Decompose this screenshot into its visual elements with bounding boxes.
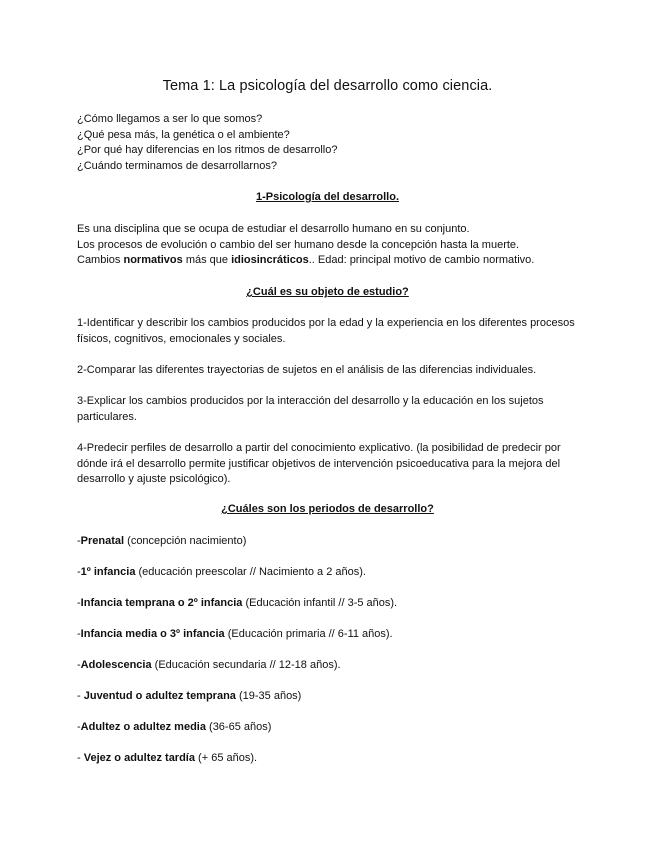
period-name: Vejez o adultez tardía [80, 752, 195, 764]
period-name: Adultez o adultez media [80, 721, 206, 733]
period-name: Prenatal [80, 535, 125, 547]
page-title: Tema 1: La psicología del desarrollo como ciencia. [162, 78, 493, 94]
objective-item: 4-Predecir perfiles de desarrollo a partir del conocimiento explicativo. (la posibilidad de predecir por dónde irá el desarrollo permite justificar objetivos de intervención psicoeducativa para la mejora del desarrollo y ajuste psicológico). [77, 442, 561, 485]
period-name: Infancia media o 3º infancia [80, 628, 225, 640]
period-detail: (+ 65 años). [195, 752, 258, 764]
section-heading-objeto: ¿Cuál es su objeto de estudio? [246, 286, 409, 298]
period-name: 1º infancia [80, 566, 136, 578]
section-heading-psicologia: 1-Psicología del desarrollo. [255, 191, 400, 203]
bold-term-normativos: normativos [123, 254, 183, 266]
objective-item: 3-Explicar los cambios producidos por la interacción del desarrollo y la educación en los sujetos particulares. [77, 395, 544, 423]
period-item: - Juventud o adultez temprana (19-35 años) [77, 690, 302, 702]
period-detail: (36-65 años) [205, 721, 272, 733]
text-fragment: .. Edad: principal motivo de cambio normativo. [308, 254, 535, 266]
definition-paragraph [77, 222, 582, 269]
question-item: ¿Cómo llegamos a ser lo que somos? [77, 113, 263, 125]
period-name: Juventud o adultez temprana [80, 690, 236, 702]
intro-questions [77, 112, 337, 174]
period-item: -Adultez o adultez media (36-65 años) [77, 721, 272, 733]
period-detail: (Educación infantil // 3-5 años). [242, 597, 398, 609]
question-item: ¿Qué pesa más, la genética o el ambiente? [77, 128, 290, 141]
objective-item: 2-Comparar las diferentes trayectorias de sujetos en el análisis de las diferencias individuales. [77, 364, 537, 376]
period-name: Infancia temprana o 2º infancia [80, 597, 243, 609]
text-fragment: Cambios [77, 254, 124, 266]
bold-term-idiosincraticos: idiosincráticos [231, 254, 309, 266]
period-detail: (19-35 años) [235, 690, 302, 702]
period-detail: (Educación primaria // 6-11 años). [224, 628, 393, 640]
section-heading-periodos: ¿Cuáles son los periodos de desarrollo? [221, 503, 434, 515]
text-fragment: más que [182, 254, 232, 266]
period-item: -Infancia temprana o 2º infancia (Educación infantil // 3-5 años). [77, 597, 398, 609]
period-item: -Adolescencia (Educación secundaria // 12-18 años). [77, 659, 341, 671]
period-name: Adolescencia [80, 659, 152, 671]
period-item: - Vejez o adultez tardía (+ 65 años). [77, 752, 258, 764]
definition-line: Los procesos de evolución o cambio del ser humano desde la concepción hasta la muerte. [77, 238, 520, 251]
definition-line [77, 253, 582, 269]
period-detail: (Educación secundaria // 12-18 años). [151, 659, 341, 671]
period-detail: (concepción nacimiento) [124, 535, 247, 547]
question-item: ¿Cuándo terminamos de desarrollarnos? [77, 159, 277, 172]
period-detail: (educación preescolar // Nacimiento a 2 años). [135, 566, 366, 578]
period-item: -Prenatal (concepción nacimiento) [77, 535, 247, 547]
objective-item: 1-Identificar y describir los cambios producidos por la edad y la experiencia en los diferentes procesos físicos, cognitivos, emocionales y sociales. [77, 317, 575, 345]
period-item: -1º infancia (educación preescolar // Nacimiento a 2 años). [77, 566, 366, 578]
question-item: ¿Por qué hay diferencias en los ritmos de desarrollo? [77, 144, 338, 156]
period-item: -Infancia media o 3º infancia (Educación primaria // 6-11 años). [77, 628, 393, 640]
definition-line: Es una disciplina que se ocupa de estudiar el desarrollo humano en su conjunto. [77, 223, 470, 235]
